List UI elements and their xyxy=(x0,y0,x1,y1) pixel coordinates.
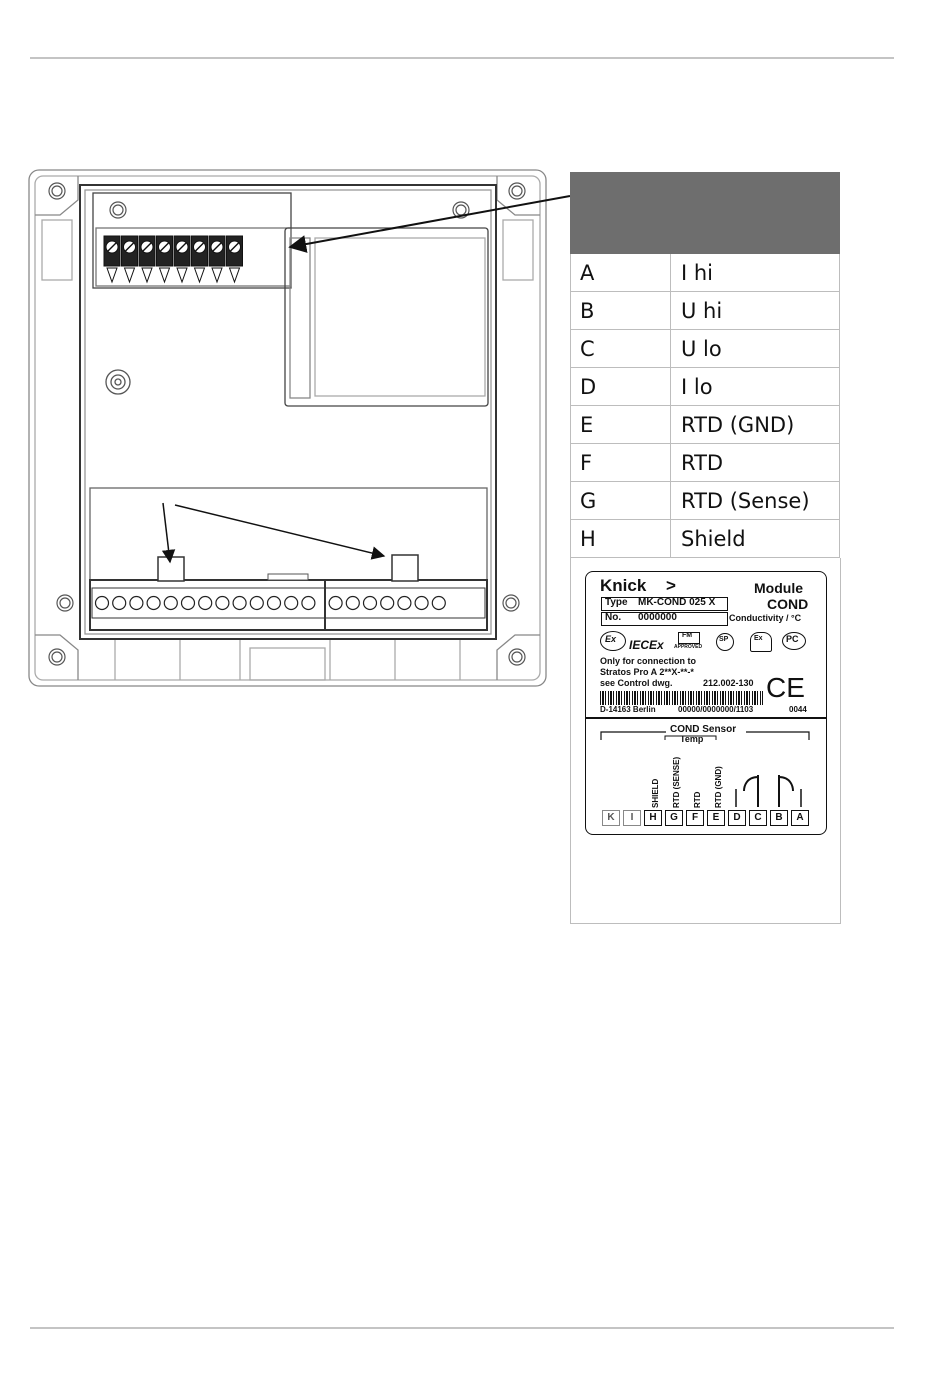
table-row xyxy=(570,406,840,444)
sensor-pin-label: SHIELD xyxy=(651,778,660,808)
no-label: No. xyxy=(605,612,622,623)
electrode-symbols xyxy=(586,767,826,827)
terminal-box: F xyxy=(686,810,704,826)
terminal-box: G xyxy=(665,810,683,826)
signal-name: U hi xyxy=(681,298,723,323)
label-subtitle: Conductivity / °C xyxy=(729,613,802,623)
terminal-letter: C xyxy=(571,330,671,367)
terminal-box: D xyxy=(728,810,746,826)
table-row xyxy=(570,330,840,368)
terminal-table xyxy=(570,172,840,558)
ex-mark: Ex xyxy=(605,634,617,644)
terminal-box: B xyxy=(770,810,788,826)
terminal-box: K xyxy=(602,810,620,826)
type-value: MK-COND 025 X xyxy=(638,597,716,608)
type-label: Type xyxy=(605,597,628,608)
signal-name: RTD (GND) xyxy=(681,412,795,437)
terminal-box: E xyxy=(707,810,725,826)
sensor-pin-label: RTD (SENSE) xyxy=(672,756,681,808)
signal-name: RTD xyxy=(681,450,724,475)
signal-name: RTD (Sense) xyxy=(681,488,810,513)
address: D-14163 Berlin xyxy=(600,705,656,714)
module-title: Module xyxy=(754,580,803,596)
atex-mark: Ex xyxy=(754,635,763,642)
csa-mark: SP xyxy=(719,636,729,643)
label-divider xyxy=(586,717,826,719)
connection-line-2: Stratos Pro A 2**X-**-* xyxy=(600,667,694,677)
brand-chevron-icon: > xyxy=(666,576,676,595)
table-row xyxy=(570,444,840,482)
signal-name: U lo xyxy=(681,336,722,361)
iecex-mark: IECEx xyxy=(629,638,664,652)
terminal-box: C xyxy=(749,810,767,826)
brand-name: Knick xyxy=(600,576,647,595)
terminal-letter: F xyxy=(571,444,671,481)
signal-name: I lo xyxy=(681,374,713,399)
fm-mark: FM xyxy=(682,632,693,639)
rating-label xyxy=(585,571,827,835)
sensor-pin-label: RTD (GND) xyxy=(714,766,723,808)
module-name: COND xyxy=(767,596,809,612)
table-row xyxy=(570,368,840,406)
ce-number: 0044 xyxy=(789,705,807,714)
serial-number: 00000/0000000/1103 xyxy=(678,705,754,714)
dwg-number: 212.002-130 xyxy=(703,678,754,688)
fm-approved-text: APPROVED xyxy=(674,644,703,650)
table-row xyxy=(570,254,840,292)
terminal-letter: B xyxy=(571,292,671,329)
table-row xyxy=(570,482,840,520)
ce-mark: CE xyxy=(766,672,805,703)
terminal-box: H xyxy=(644,810,662,826)
terminal-letter: E xyxy=(571,406,671,443)
signal-name: Shield xyxy=(681,526,746,551)
temp-label: Temp xyxy=(680,734,704,744)
sensor-pin-label: RTD xyxy=(693,791,702,808)
terminal-letter: G xyxy=(571,482,671,519)
terminal-letter: A xyxy=(571,254,671,291)
no-value: 0000000 xyxy=(638,612,677,623)
terminal-box: A xyxy=(791,810,809,826)
barcode xyxy=(600,691,763,705)
table-header xyxy=(570,172,840,254)
table-row xyxy=(570,292,840,330)
control-dwg: see Control dwg. xyxy=(600,678,673,688)
terminal-box: I xyxy=(623,810,641,826)
terminal-letter: H xyxy=(571,520,671,557)
sensor-header: COND Sensor xyxy=(670,724,737,735)
signal-name: I hi xyxy=(681,260,714,285)
connection-line-1: Only for connection to xyxy=(600,656,696,666)
table-row xyxy=(570,520,840,558)
pc-mark: PC xyxy=(786,634,799,644)
terminal-letter: D xyxy=(571,368,671,405)
